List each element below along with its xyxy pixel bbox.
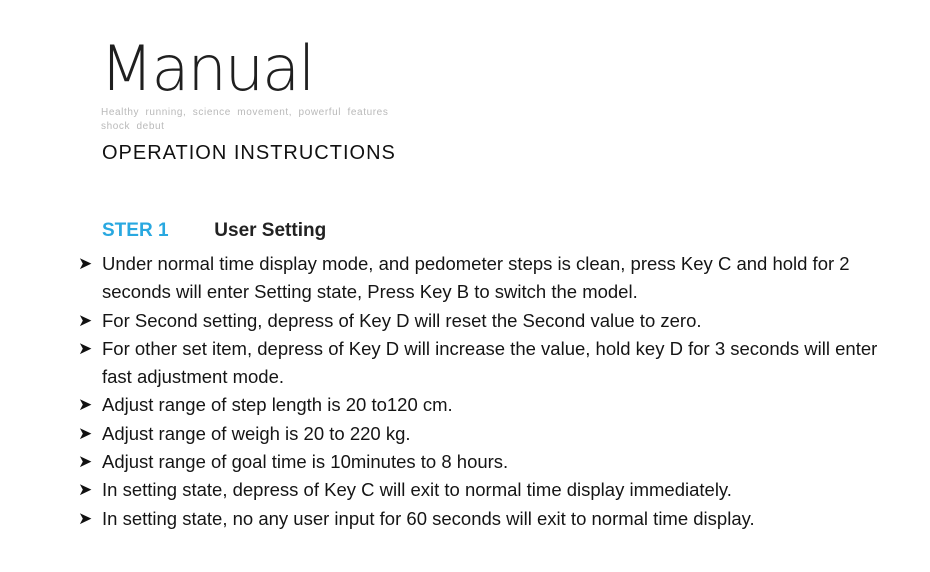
instruction-text: In setting state, no any user input for 60 seconds will exit to normal time display.	[102, 507, 755, 529]
list-item	[78, 307, 878, 335]
list-item	[78, 420, 878, 448]
arrow-right-icon: ➤	[78, 480, 93, 500]
instruction-text: For other set item, depress of Key D will increase the value, hold key D for 3 seconds will enter fast adjustment mode.	[102, 337, 878, 388]
step-label: STER 1	[102, 220, 169, 241]
list-item	[78, 476, 878, 504]
section-heading: OPERATION INSTRUCTIONS	[102, 142, 396, 164]
list-item	[78, 391, 878, 419]
arrow-right-icon: ➤	[78, 452, 93, 472]
instruction-list	[78, 250, 878, 533]
list-item	[78, 505, 878, 533]
instruction-text: In setting state, depress of Key C will exit to normal time display immediately.	[102, 479, 732, 501]
instruction-text: Adjust range of weigh is 20 to 220 kg.	[102, 422, 411, 444]
instruction-text: Under normal time display mode, and pedometer steps is clean, press Key C and hold for 2 seconds will enter Setting state, Press Key B to switch the model.	[102, 253, 850, 303]
list-item	[78, 448, 878, 476]
arrow-right-icon: ➤	[78, 508, 93, 528]
manual-title: Manual	[100, 32, 314, 105]
arrow-right-icon: ➤	[78, 423, 93, 443]
arrow-right-icon: ➤	[78, 338, 93, 358]
arrow-right-icon: ➤	[78, 395, 93, 415]
instruction-text: Adjust range of step length is 20 to120 cm.	[102, 394, 453, 416]
list-item	[78, 250, 878, 307]
instruction-text: Adjust range of goal time is 10minutes to 8 hours.	[102, 451, 509, 473]
step-title: User Setting	[214, 220, 327, 241]
instruction-text: For Second setting, depress of Key D will reset the Second value to zero.	[102, 309, 702, 331]
arrow-right-icon: ➤	[78, 254, 93, 273]
tagline: Healthy running, science movement, powerful features shock debut	[101, 107, 389, 132]
list-item	[78, 335, 878, 392]
arrow-right-icon: ➤	[78, 310, 93, 330]
step-header	[102, 220, 326, 242]
